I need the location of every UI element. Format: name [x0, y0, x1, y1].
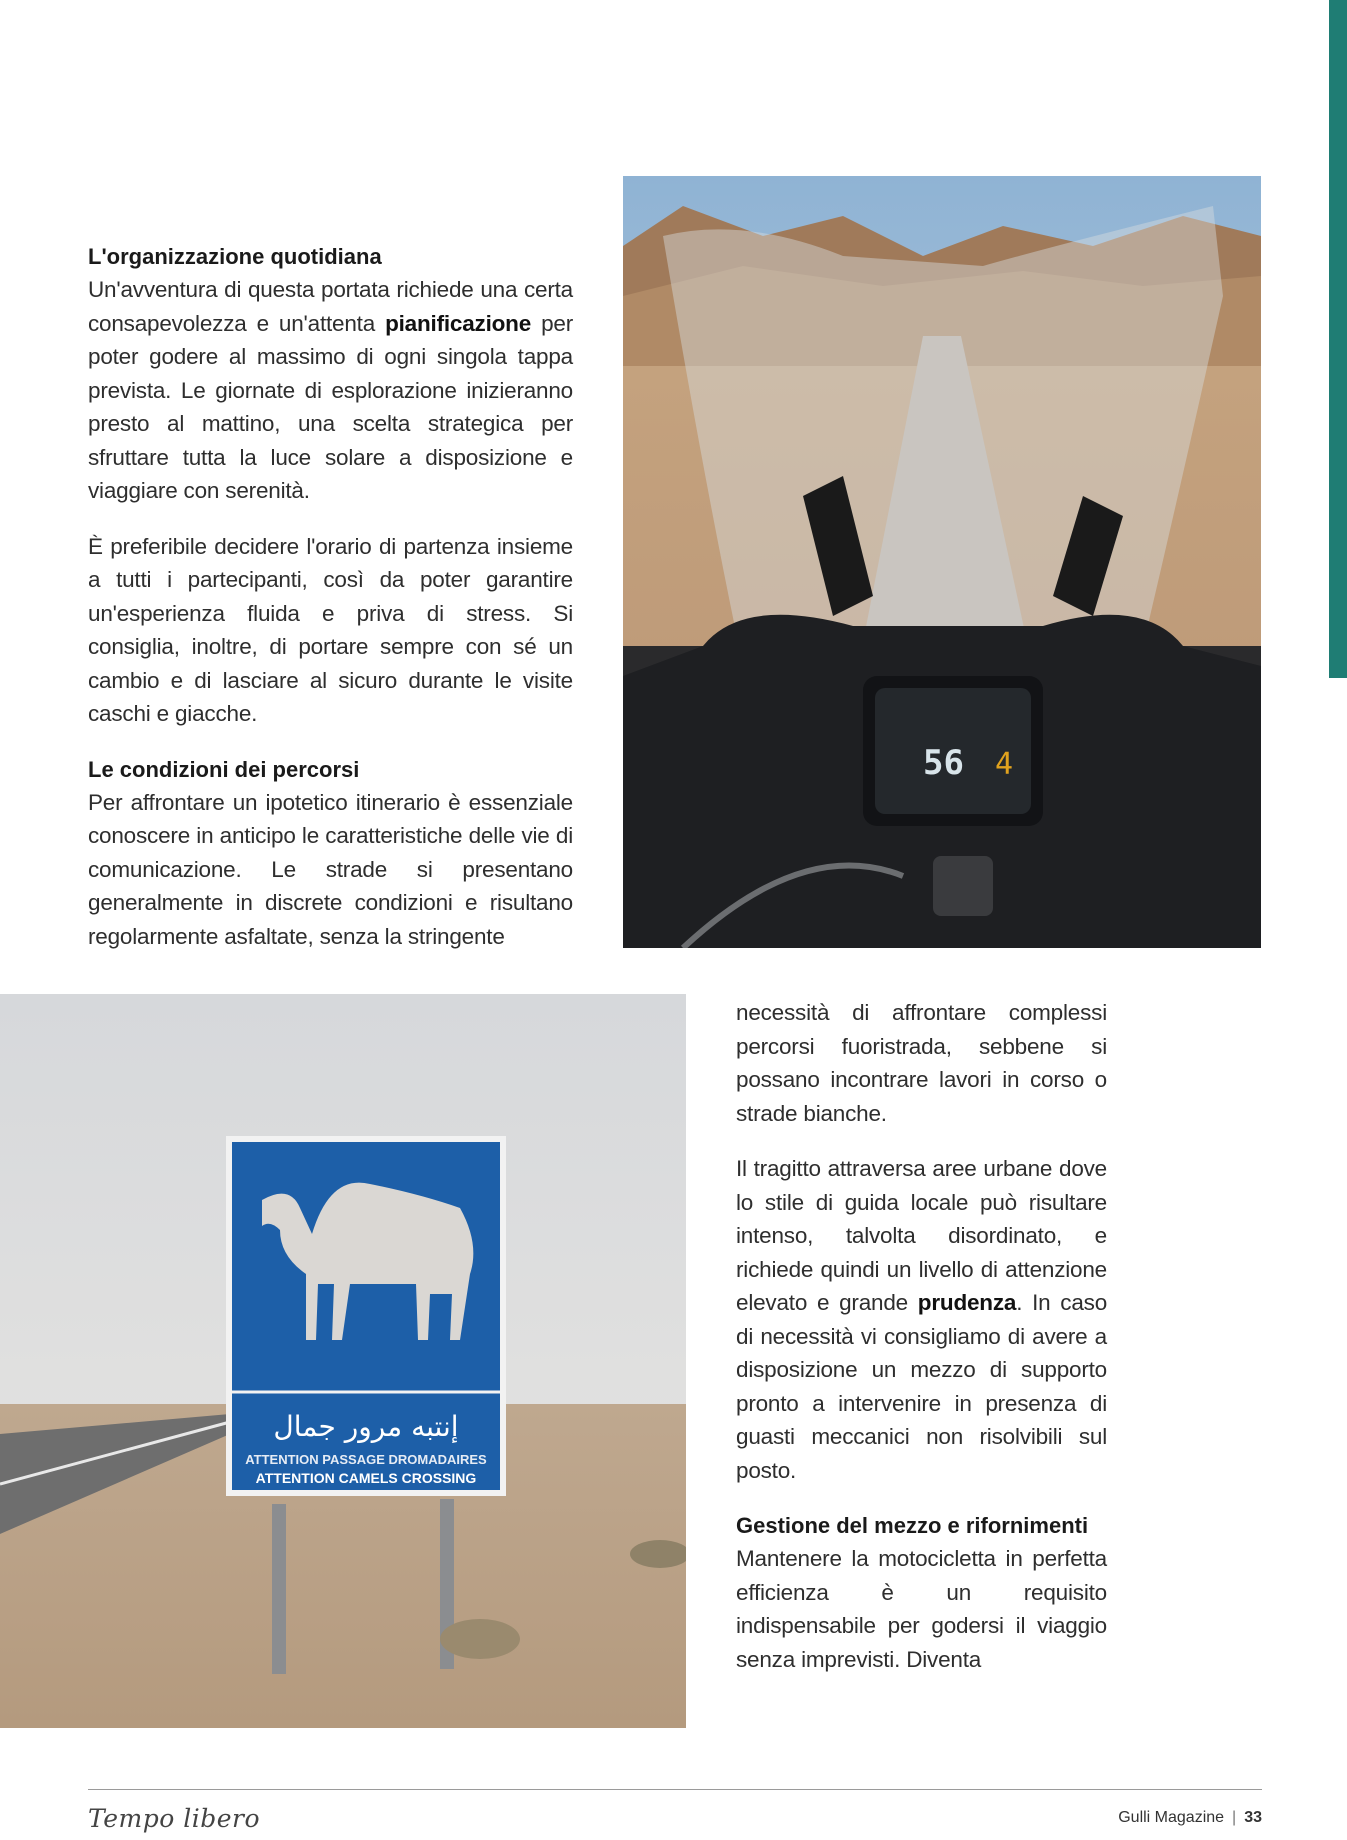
sign-french-text: ATTENTION PASSAGE DROMADAIRES — [245, 1452, 487, 1467]
sign-arabic-text: إنتبه مرور جمال — [273, 1410, 459, 1443]
section-heading-vehicle-management: Gestione del mezzo e rifornimenti — [736, 1513, 1089, 1538]
emphasis-planning: pianificazione — [385, 310, 532, 336]
paragraph-text: Un'avventura di questa portata richiede una certa consapevolezza e un'attenta — [88, 277, 573, 336]
left-text-column — [88, 240, 573, 975]
footer-divider — [88, 1789, 1262, 1790]
section-heading-daily-organization: L'organizzazione quotidiana — [88, 244, 382, 269]
camel-crossing-sign-photo — [0, 994, 686, 1728]
section-heading-route-conditions: Le condizioni dei percorsi — [88, 756, 360, 782]
footer-section-name: Tempo libero — [88, 1804, 261, 1833]
speed-readout: 56 — [923, 743, 964, 783]
emphasis-prudence: prudenza — [917, 1290, 1017, 1315]
paragraph-roads: Per affrontare un ipotetico itinerario è essenziale conoscere in anticipo le caratteristiche delle vie di comunicazione. Le strade si presentano generalmente in discrete condizioni e risultano regolarmente asfaltate, senza la stringente — [88, 789, 573, 949]
footer-publication — [1118, 1809, 1262, 1827]
right-text-column — [736, 996, 1107, 1698]
gear-readout: 4 — [995, 747, 1014, 782]
paragraph-text: per poter godere al massimo di ogni singola tappa prevista. Le giornate di esplorazione inizieranno presto al mattino, una scelta strategica per sfruttare tutta la luce solare a disposizione e viaggiare con serenità. — [88, 310, 573, 503]
footer-separator: | — [1232, 1809, 1237, 1826]
motorcycle-cockpit-photo — [623, 176, 1261, 948]
section-color-tab — [1329, 0, 1347, 678]
paragraph-offroad: necessità di affrontare complessi percorsi fuoristrada, sebbene si possano incontrare lavori in corso o strade bianche. — [736, 1000, 1107, 1126]
magazine-name: Gulli Magazine — [1118, 1809, 1225, 1826]
paragraph-departure-time: È preferibile decidere l'orario di partenza insieme a tutti i partecipanti, così da poter garantire un'esperienza fluida e priva di stress. Si consiglia, inoltre, di portare sempre con sé un cambio e di lasciare al sicuro durante le visite caschi e giacche. — [88, 533, 573, 726]
page-number: 33 — [1244, 1809, 1262, 1826]
paragraph-urban-driving — [736, 1152, 1107, 1487]
paragraph-maintenance: Mantenere la motocicletta in perfetta efficienza è un requisito indispensabile per godersi il viaggio senza imprevisti. Diventa — [736, 1546, 1107, 1672]
sign-english-text: ATTENTION CAMELS CROSSING — [255, 1470, 477, 1486]
paragraph-text: Il tragitto attraversa aree urbane dove lo stile di guida locale può risultare intenso, talvolta disordinato, e richiede quindi un livello di attenzione elevato e grande — [736, 1156, 1107, 1315]
paragraph-text: . In caso di necessità vi consigliamo di avere a disposizione un mezzo di supporto pronto a intervenire in presenza di guasti meccanici non risolvibili sul posto. — [736, 1290, 1108, 1483]
paragraph-planning — [88, 273, 573, 508]
